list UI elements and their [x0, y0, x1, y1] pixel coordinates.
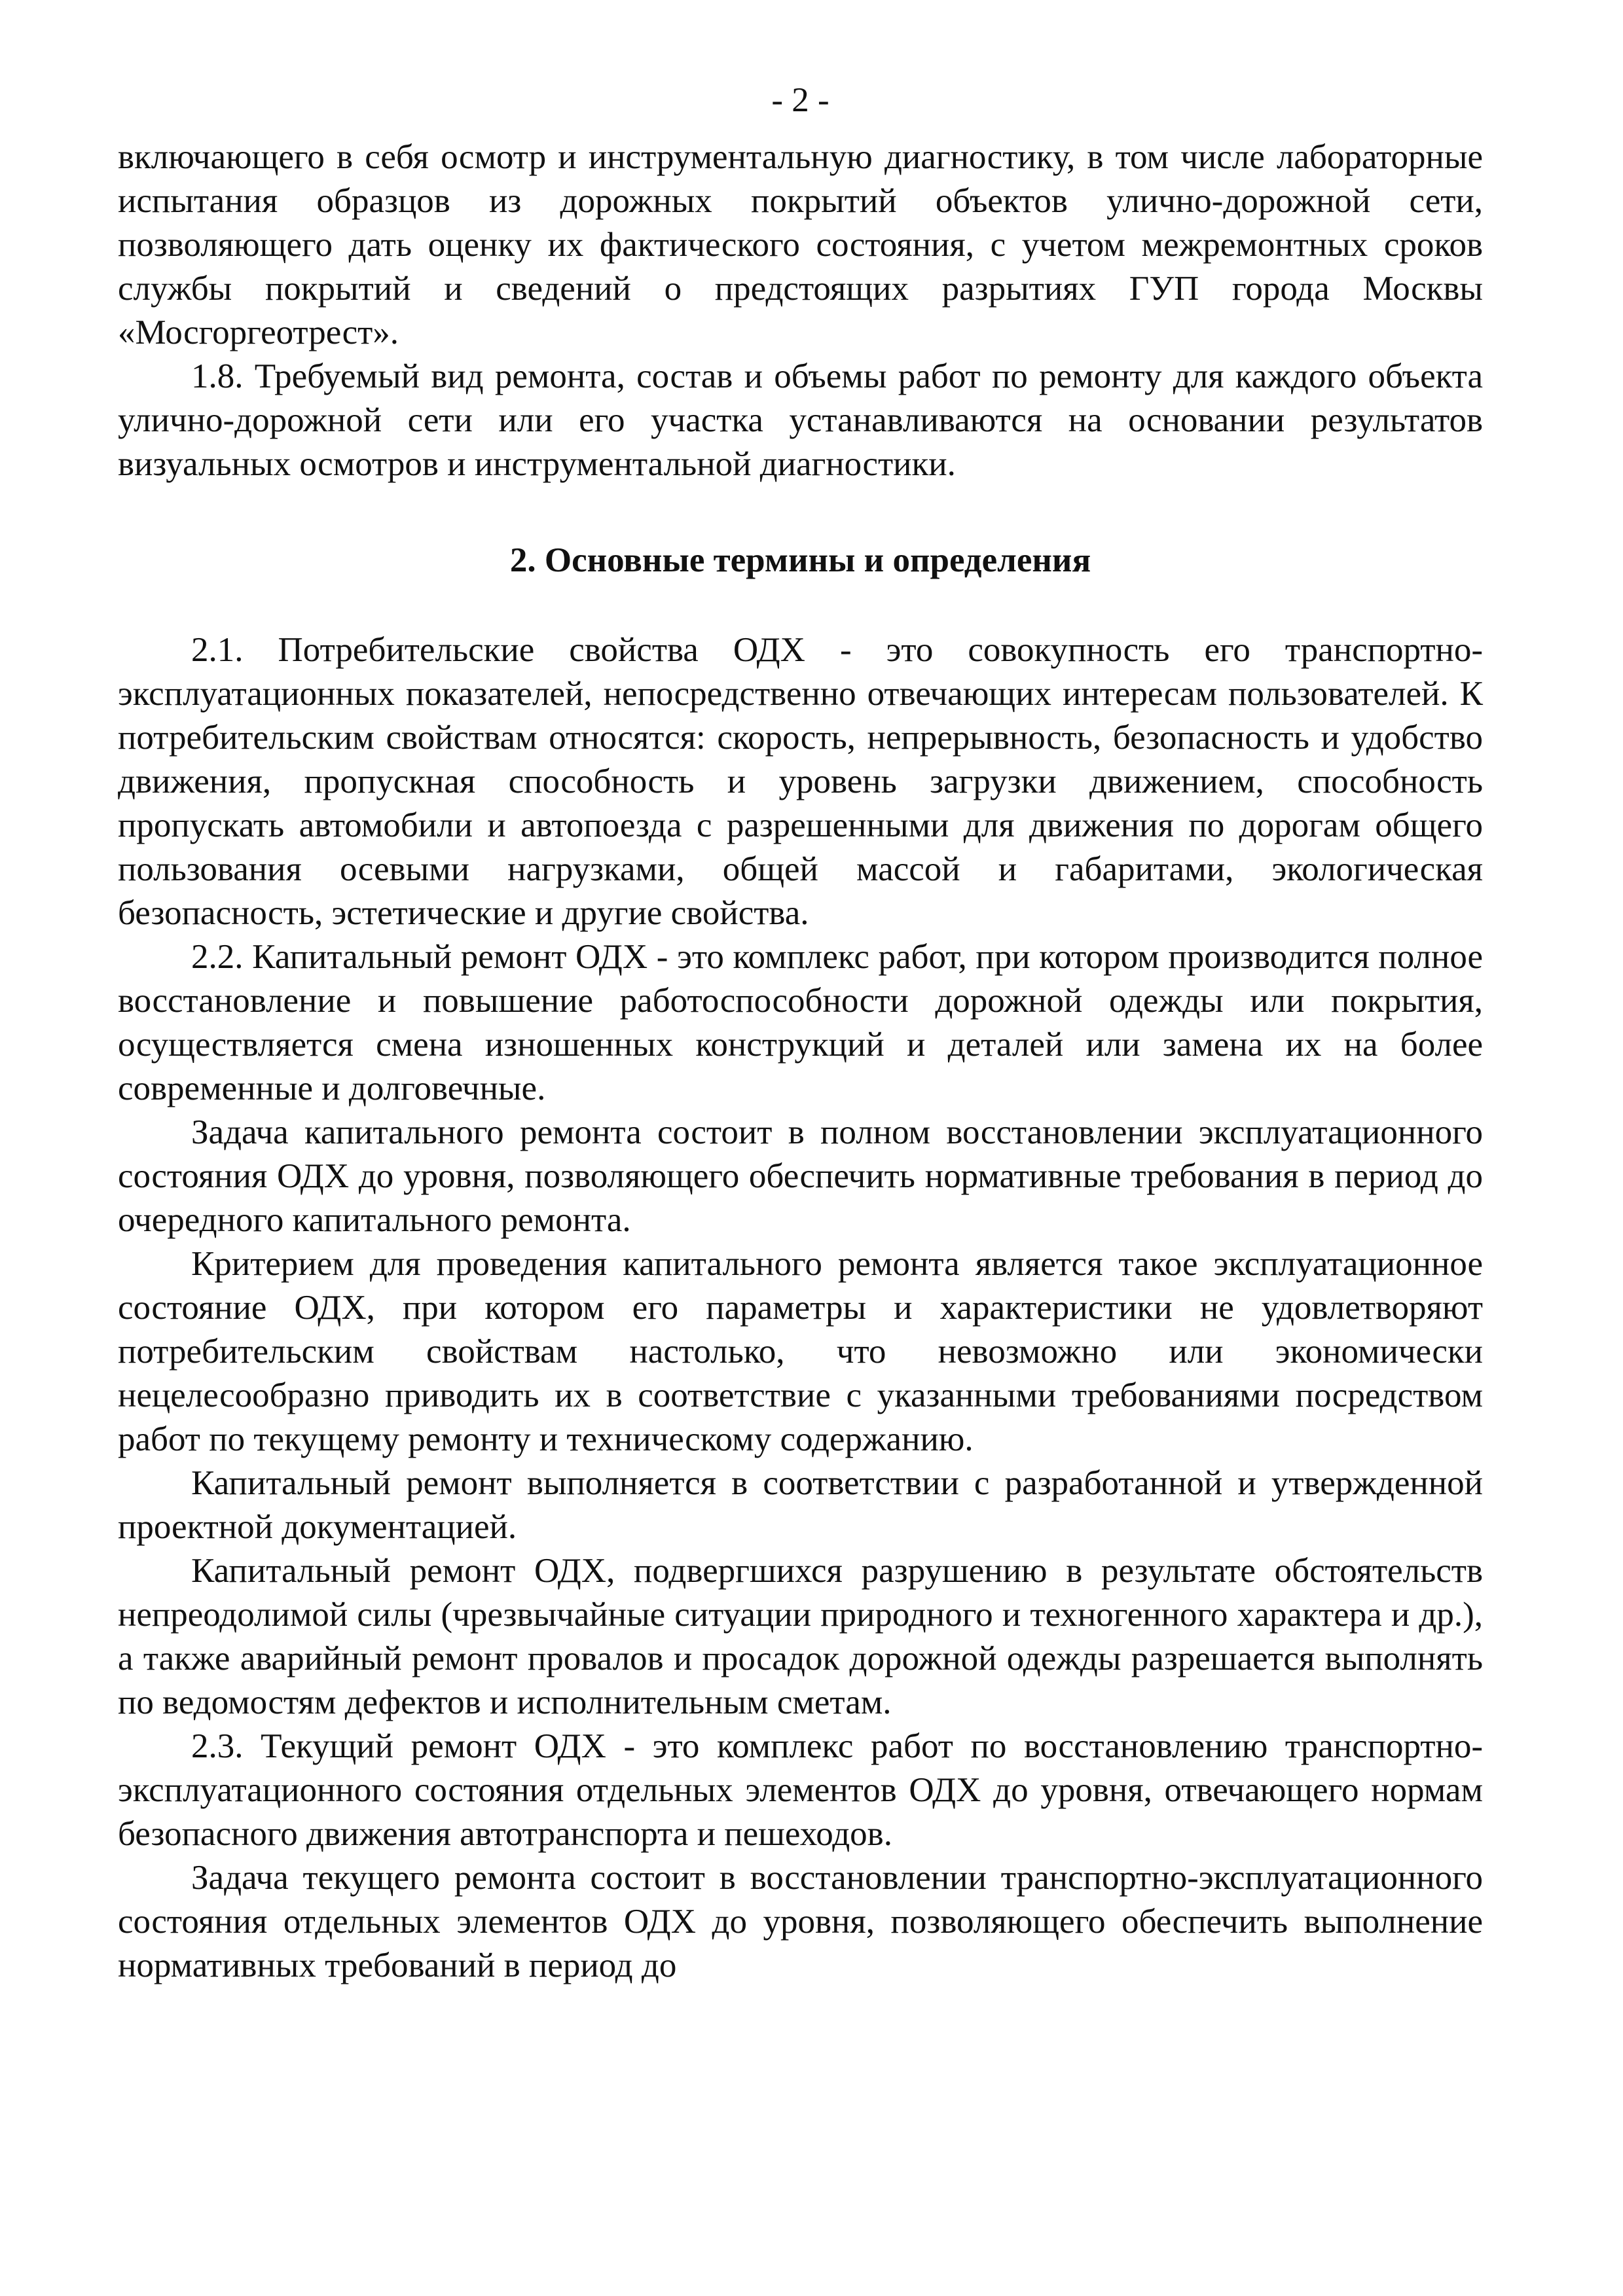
paragraph-2-1: 2.1. Потребительские свойства ОДХ - это совокупность его транспортно-эксплуатационных показателей, непосредственно отвечающих интересам пользователей. К потребительским свойствам относятся: скорость, непрерывность, безопасность и удобство движения, пропускная способность и уровень загрузки движением, способность пропускать автомобили и автопоезда с разрешенными для движения по дорогам общего пользования осевыми нагрузками, общей массой и габаритами, экологическая безопасность, эстетические и другие свойства. [118, 631, 1483, 932]
paragraph-capital-repair-criterion: Критерием для проведения капитального ремонта является такое эксплуатационное состояние ОДХ, при котором его параметры и характеристики не удовлетворяют потребительским свойствам настолько, что невозможно или экономически нецелесообразно приводить их в соответствие с указанными требованиями посредством работ по текущему ремонту и техническому содержанию. [118, 1245, 1483, 1458]
paragraph-continuation: включающего в себя осмотр и инструментальную диагностику, в том числе лабораторные испытания образцов из дорожных покрытий объектов улично-дорожной сети, позволяющего дать оценку их фактического состояния, с учетом межремонтных сроков службы покрытий и сведений о предстоящих разрытиях ГУП города Москвы «Мосгоргеотрест». [118, 138, 1483, 351]
paragraph-2-2: 2.2. Капитальный ремонт ОДХ - это комплекс работ, при котором производится полное восстановление и повышение работоспособности дорожной одежды или покрытия, осуществляется смена изношенных конструкций и деталей или замена их на более современные и долговечные. [118, 938, 1483, 1107]
paragraph-2-3: 2.3. Текущий ремонт ОДХ - это комплекс работ по восстановлению транспортно-эксплуатационного состояния отдельных элементов ОДХ до уровня, отвечающего нормам безопасного движения автотранспорта и пешеходов. [118, 1727, 1483, 1853]
section-title: 2. Основные термины и определения [509, 541, 1091, 579]
paragraph-capital-repair-force-majeure: Капитальный ремонт ОДХ, подвергшихся разрушению в результате обстоятельств непреодолимой силы (чрезвычайные ситуации природного и техногенного характера и др.), а также аварийный ремонт провалов и просадок дорожной одежды разрешается выполнять по ведомостям дефектов и исполнительным сметам. [118, 1552, 1483, 1721]
paragraph-1-8: 1.8. Требуемый вид ремонта, состав и объемы работ по ремонту для каждого объекта улично-дорожной сети или его участка устанавливаются на основании результатов визуальных осмотров и инструментальной диагностики. [118, 357, 1483, 483]
page-number: - 2 - [771, 81, 830, 119]
document-page [118, 79, 1483, 1988]
paragraph-capital-repair-task: Задача капитального ремонта состоит в полном восстановлении эксплуатационного состояния ОДХ до уровня, позволяющего обеспечить нормативные требования в период до очередного капитального ремонта. [118, 1113, 1483, 1239]
paragraph-capital-repair-documentation: Капитальный ремонт выполняется в соответствии с разработанной и утвержденной проектной документацией. [118, 1464, 1483, 1546]
paragraph-current-repair-task: Задача текущего ремонта состоит в восстановлении транспортно-эксплуатационного состояния отдельных элементов ОДХ до уровня, позволяющего обеспечить выполнение нормативных требований в период до [118, 1859, 1483, 1984]
